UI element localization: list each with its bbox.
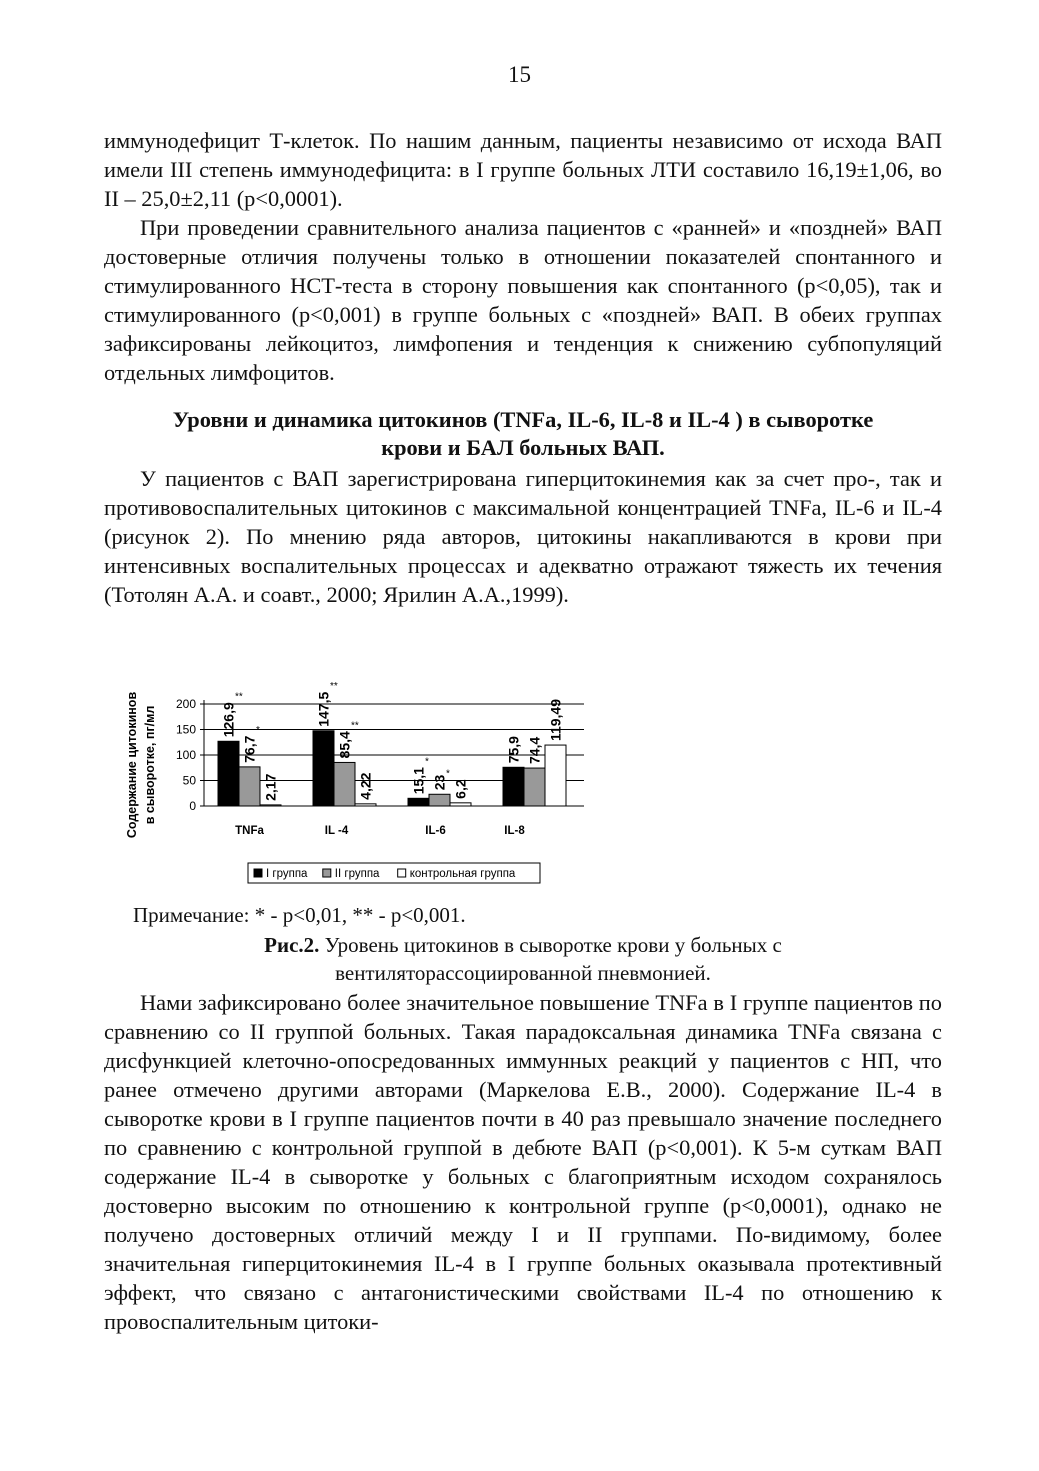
data-label: 126,9 — [220, 702, 237, 738]
paragraph-hypercytokinemia: У пациентов с ВАП зарегистрирована гиперцитокинемия как за счет про-, так и противовоспалительных цитокинов с максимальной концентрацией TNFa, IL-6 и IL-4 (рисунок 2). По мнению ряда авторов, цитокины накапливаются в крови при интенсивных воспалительных процессах и адекватно отражают тяжесть их течения (Тотолян А.А. и соавт., 2000; Ярилин А.А.,1999). — [104, 466, 942, 607]
figure-caption — [104, 931, 942, 987]
paragraph-immunodeficiency: иммунодефицит Т-клеток. По нашим данным, пациенты независимо от исхода ВАП имели III степень иммунодефицита: в I группе больных ЛТИ составило 16,19±1,06, во II – 25,0±2,11 (р<0,0001). — [104, 128, 942, 211]
category-label: TNFa — [235, 825, 264, 837]
y-axis-label-line-2: в сыворотке, пг/мл — [143, 705, 157, 825]
section-heading — [104, 406, 942, 462]
data-label: 76,7 — [241, 735, 258, 763]
page-number: 15 — [508, 62, 531, 87]
data-label: 2,17 — [262, 773, 279, 801]
section-heading-line-1: Уровни и динамика цитокинов (TNFa, IL-6, IL-8 и IL-4 ) в сыворотке — [172, 407, 874, 432]
legend-swatch — [398, 869, 406, 877]
data-label: 74,4 — [526, 736, 543, 765]
legend-label: I группа — [266, 868, 308, 880]
bar-2-1 — [239, 767, 260, 806]
category-label: IL-6 — [425, 825, 446, 837]
category-label: IL -4 — [324, 825, 349, 837]
bar-1-1 — [218, 741, 239, 806]
chart-legend — [248, 863, 540, 883]
cytokine-bar-chart — [118, 660, 564, 890]
bar-2-3 — [429, 794, 450, 806]
paragraph-tnfa-il4: Нами зафиксировано более значительное повышение TNFa в I группе пациентов по сравнению со II группой больных. Такая парадоксальная динамика TNFa связана с дисфункцией клеточно-опосредованных иммунных реакций у пациентов с НП, что ранее отмечено другими авторами (Маркелова Е.В., 2000). Содержание IL-4 в сыворотке крови в I группе пациентов почти в 40 раз превышало значение последнего по сравнению с контрольной группой в дебюте ВАП (р<0,001). К 5-м суткам ВАП содержание IL-4 в сыворотке у больных с благоприятным исходом сохранялось достоверно высоким по отношению к контрольной группе (р<0,0001), однако не получено достоверных отличий между I и II группами. По-видимому, более значительная гиперцитокинемия IL-4 в I группе больных оказывала протективный эффект, что связано с антагонистическими свойствами IL-4 по отношению к провоспалительным цитоки- — [104, 990, 942, 1334]
paragraph-comparative-analysis: При проведении сравнительного анализа пациентов с «ранней» и «поздней» ВАП достоверные отличия получены только в отношении показателей спонтанного и стимулированного НСТ-теста в сторону повышения как спонтанного (р<0,05), так и стимулированного (р<0,001) в группе больных с «поздней» ВАП. В обеих группах зафиксированы лейкоцитоз, лимфопения и тенденция к снижению субпопуляций отдельных лимфоцитов. — [104, 215, 942, 385]
legend-label: II группа — [334, 868, 380, 880]
figure-note: Примечание: * - р<0,01, ** - р<0,001. — [133, 903, 466, 927]
significance-mark: * — [425, 756, 429, 768]
bar-2-4 — [524, 768, 545, 806]
significance-mark: ** — [235, 691, 243, 703]
significance-mark: * — [256, 724, 260, 736]
legend-label: контрольная группа — [409, 868, 516, 880]
figure-caption-label: Рис.2. — [264, 933, 320, 957]
bar-2-2 — [334, 762, 355, 806]
y-tick-label: 0 — [189, 799, 196, 813]
figure-caption-text-2: вентиляторассоциированной пневмонией. — [335, 961, 711, 985]
section-heading-line-2: крови и БАЛ больных ВАП. — [381, 435, 665, 460]
significance-mark: * — [446, 768, 450, 780]
y-tick-label: 100 — [175, 748, 196, 762]
data-label: 75,9 — [505, 736, 522, 764]
figure-caption-text-1: Уровень цитокинов в сыворотке крови у больных с — [319, 933, 782, 957]
significance-mark: ** — [330, 680, 338, 692]
data-label: 4,22 — [357, 772, 374, 800]
data-label: 6,2 — [452, 779, 469, 799]
legend-swatch — [254, 869, 262, 877]
bar-1-2 — [313, 731, 334, 806]
data-label: 23 — [431, 774, 448, 791]
data-label: 147,5 — [315, 691, 332, 727]
legend-swatch — [323, 869, 331, 877]
y-axis-label-line-1: Содержание цитокинов — [125, 691, 139, 839]
y-tick-label: 200 — [175, 697, 196, 711]
data-label: 15,1 — [410, 767, 427, 795]
significance-mark: ** — [351, 720, 359, 732]
y-tick-label: 150 — [175, 722, 196, 737]
bar-1-4 — [503, 767, 524, 806]
y-tick-label: 50 — [182, 773, 196, 788]
data-label: 85,4 — [336, 731, 353, 759]
data-label: 119,49 — [547, 698, 564, 742]
bar-1-3 — [408, 798, 429, 806]
category-label: IL-8 — [504, 825, 525, 837]
bar-3-4 — [545, 745, 566, 806]
